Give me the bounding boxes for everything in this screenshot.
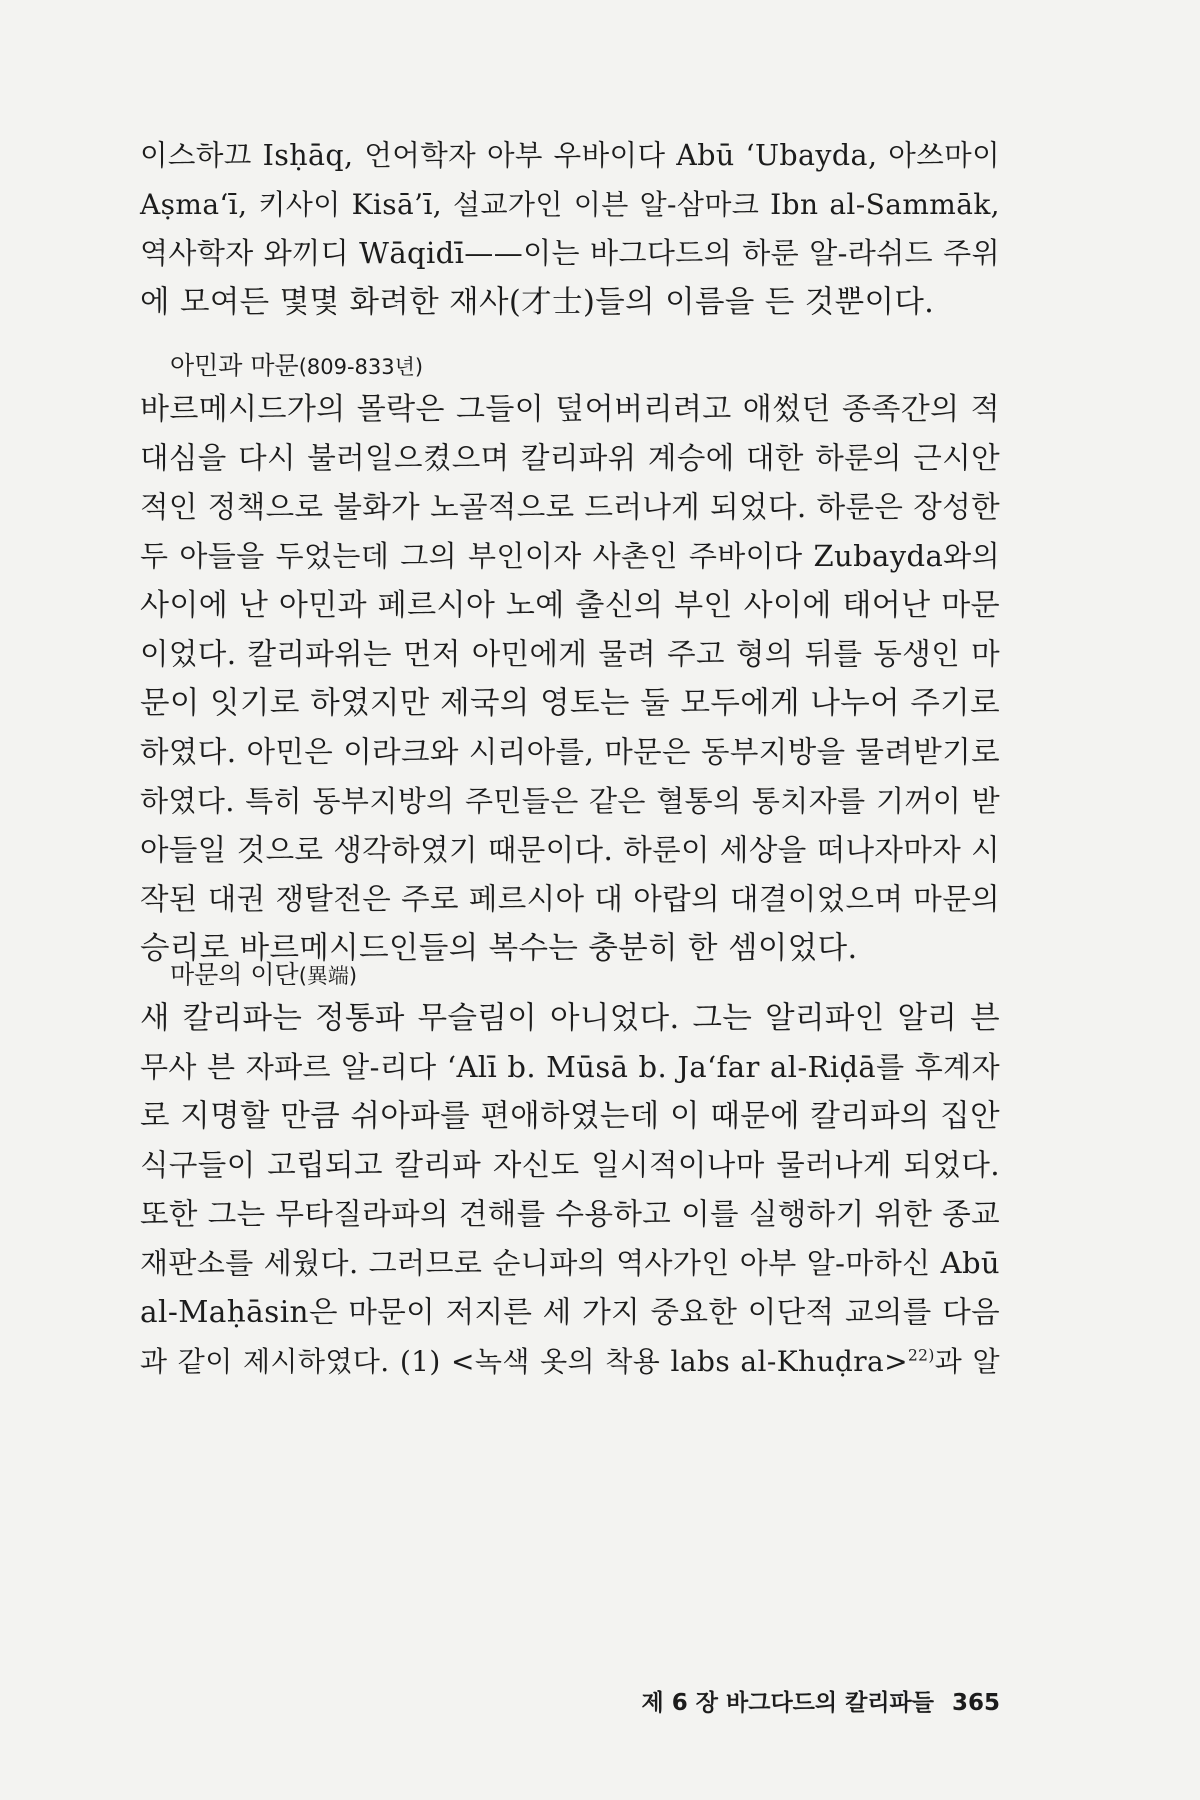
- text-line: 대심을 다시 불러일으켰으며 칼리파위 계승에 대한 하룬의 근시안: [140, 441, 1000, 475]
- heading-text: 아민과 마문: [170, 351, 299, 380]
- text-line: 승리로 바르메시드인들의 복수는 충분히 한 셈이었다.: [140, 931, 858, 966]
- heading-text: 마문의 이단: [170, 960, 299, 989]
- text-line: 이스하끄 Isḥāq, 언어학자 아부 우바이다 Abū ‘Ubayda, 아쓰마이: [140, 139, 1000, 172]
- text-line: 두 아들을 두었는데 그의 부인이자 사촌인 주바이다 Zubayda와의: [140, 539, 1000, 573]
- text-line: 하였다. 아민은 이라크와 시리아를, 마문은 동부지방을 물려받기로: [140, 735, 1000, 769]
- text-line: 또한 그는 무타질라파의 견해를 수용하고 이를 실행하기 위한 종교: [140, 1197, 1000, 1231]
- text-line: Aṣma‘ī, 키사이 Kisā’ī, 설교가인 이븐 알-삼마크 Ibn al-Sammāk,: [140, 188, 1000, 221]
- text-line: 작된 대권 쟁탈전은 주로 페르시아 대 아랍의 대결이었으며 마문의: [140, 882, 1000, 916]
- footnote-marker[interactable]: 22): [907, 1346, 935, 1365]
- section-heading-amin-mamun: [170, 349, 423, 384]
- text-line: al-Maḥāsin은 마문이 저지른 세 가지 중요한 이단적 교의를 다음: [140, 1295, 1000, 1329]
- chapter-title: 제 6 장 바그다드의 칼리파들: [641, 1690, 934, 1716]
- text-line: 역사학자 와끼디 Wāqidī——이는 바그다드의 하룬 알-라쉬드 주위: [140, 236, 1000, 270]
- text-line: 재판소를 세웠다. 그러므로 순니파의 역사가인 아부 알-마하신 Abū: [140, 1246, 1000, 1280]
- paragraph-1: [140, 131, 1000, 327]
- page-number: 365: [951, 1690, 1000, 1716]
- text-line: 식구들이 고립되고 칼리파 자신도 일시적이나마 물러나게 되었다.: [140, 1148, 1000, 1182]
- text-line: 로 지명할 만큼 쉬아파를 편애하였는데 이 때문에 칼리파의 집안: [140, 1099, 1000, 1134]
- text-line-last: [140, 1337, 1000, 1386]
- text-line: 이었다. 칼리파위는 먼저 아민에게 물려 주고 형의 뒤를 동생인 마: [140, 637, 1000, 671]
- paragraph-2: [140, 385, 1000, 973]
- text-line: 에 모여든 몇몇 화려한 재사(才士)들의 이름을 든 것뿐이다.: [140, 285, 935, 320]
- text-line: 바르메시드가의 몰락은 그들이 덮어버리려고 애썼던 종족간의 적: [140, 392, 1000, 427]
- heading-hanja: (異端): [298, 964, 358, 988]
- text-line: 적인 정책으로 불화가 노골적으로 드러나게 되었다. 하룬은 장성한: [140, 490, 1000, 524]
- text-line: 새 칼리파는 정통파 무슬림이 아니었다. 그는 알리파인 알리 븐: [140, 1001, 1000, 1036]
- text-line: 하였다. 특히 동부지방의 주민들은 같은 혈통의 통치자를 기꺼이 받: [140, 784, 1000, 818]
- text-line: 아들일 것으로 생각하였기 때문이다. 하룬이 세상을 떠나자마자 시: [140, 833, 1000, 867]
- section-heading-heresy: [170, 958, 357, 993]
- text-line: 무사 븐 자파르 알-리다 ‘Alī b. Mūsā b. Ja‘far al-Riḍā를 후계자: [140, 1050, 1000, 1084]
- heading-years: (809-833년): [298, 355, 424, 379]
- text-line: 문이 잇기로 하였지만 제국의 영토는 둘 모두에게 나누어 주기로: [140, 686, 1000, 721]
- text-segment: 과 알: [934, 1345, 1000, 1378]
- running-footer: [642, 1684, 1000, 1717]
- text-segment: 과 같이 제시하였다. (1) <녹색 옷의 착용 labs al-Khuḍra>: [140, 1345, 908, 1378]
- paragraph-3: [140, 994, 1000, 1386]
- text-line: 사이에 난 아민과 페르시아 노예 출신의 부인 사이에 태어난 마문: [140, 588, 1000, 623]
